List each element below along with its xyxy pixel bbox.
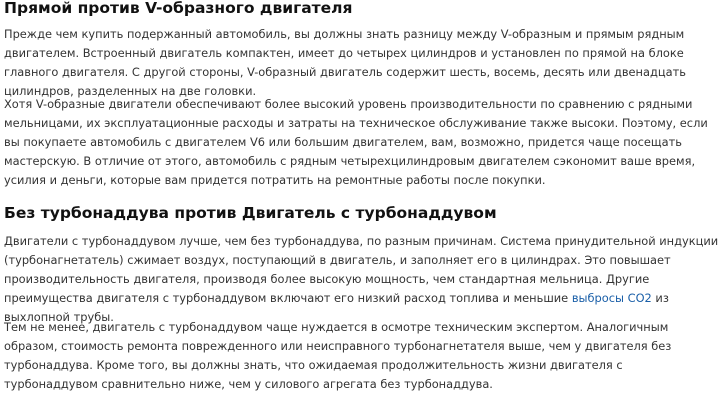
paragraph-inline-vs-v-costs: Хотя V-образные двигатели обеспечивают более высокий уровень производительности по сравнению с рядными мельницами, их эксплуатационные расходы и затраты на техническое обслуживание также высоки. Поэтому, если вы покупаете автомобиль с двигателем V6 или большим двигателем, вам, возможно, придется чаще посещать мастерскую. В отличие от этого, автомобиль с рядным четырехцилиндровым двигателем сэкономит ваше время, усилия и деньги, которые вам придется потратить на ремонтные работы после покупки. <box>4 97 708 187</box>
section-heading-inline-vs-v-engine: Прямой против V-образного двигателя <box>4 0 353 17</box>
paragraph-turbo-drawbacks: Тем не менее, двигатель с турбонаддувом чаще нуждается в осмотре техническим экспертом. Аналогичным образом, стоимость ремонта поврежденного или неисправного турбонагнетателя выше, чем у двигателя без турбонаддува. Кроме того, вы должны знать, что ожидаемая продолжительность жизни двигателя с турбонаддувом сравнительно ниже, чем у силового агрегата без турбонаддува. <box>4 320 672 391</box>
co2-emissions-link[interactable]: выбросы CO2 <box>571 291 652 305</box>
section-heading-turbo-vs-non-turbo: Без турбонаддува против Двигатель с турбонаддувом <box>4 204 497 222</box>
paragraph-turbo-benefits-text-start: Двигатели с турбонаддувом лучше, чем без турбонаддува, по разным причинам. Система принудительной индукции (турбонагнетатель) сжимает воздух, поступающий в двигатель, и заполняет его в цилиндрах. Это повышает производительность двигателя, производя более высокую мощность, чем стандартная мельница. Другие преимущества двигателя с турбонаддувом включают его низкий расход топлива и меньшие <box>4 234 719 305</box>
paragraph-turbo-benefits <box>4 232 720 327</box>
paragraph-inline-vs-v-intro: Прежде чем купить подержанный автомобиль, вы должны знать разницу между V-образным и прямым рядным двигателем. Встроенный двигатель компактен, имеет до четырех цилиндров и установлен по прямой на блоке главного двигателя. С другой стороны, V-образный двигатель содержит шесть, восемь, десять или двенадцать цилиндров, разделенных на две головки. <box>4 27 686 98</box>
paragraph-turbo-benefits-text-end: из выхлопной трубы. <box>4 291 669 324</box>
